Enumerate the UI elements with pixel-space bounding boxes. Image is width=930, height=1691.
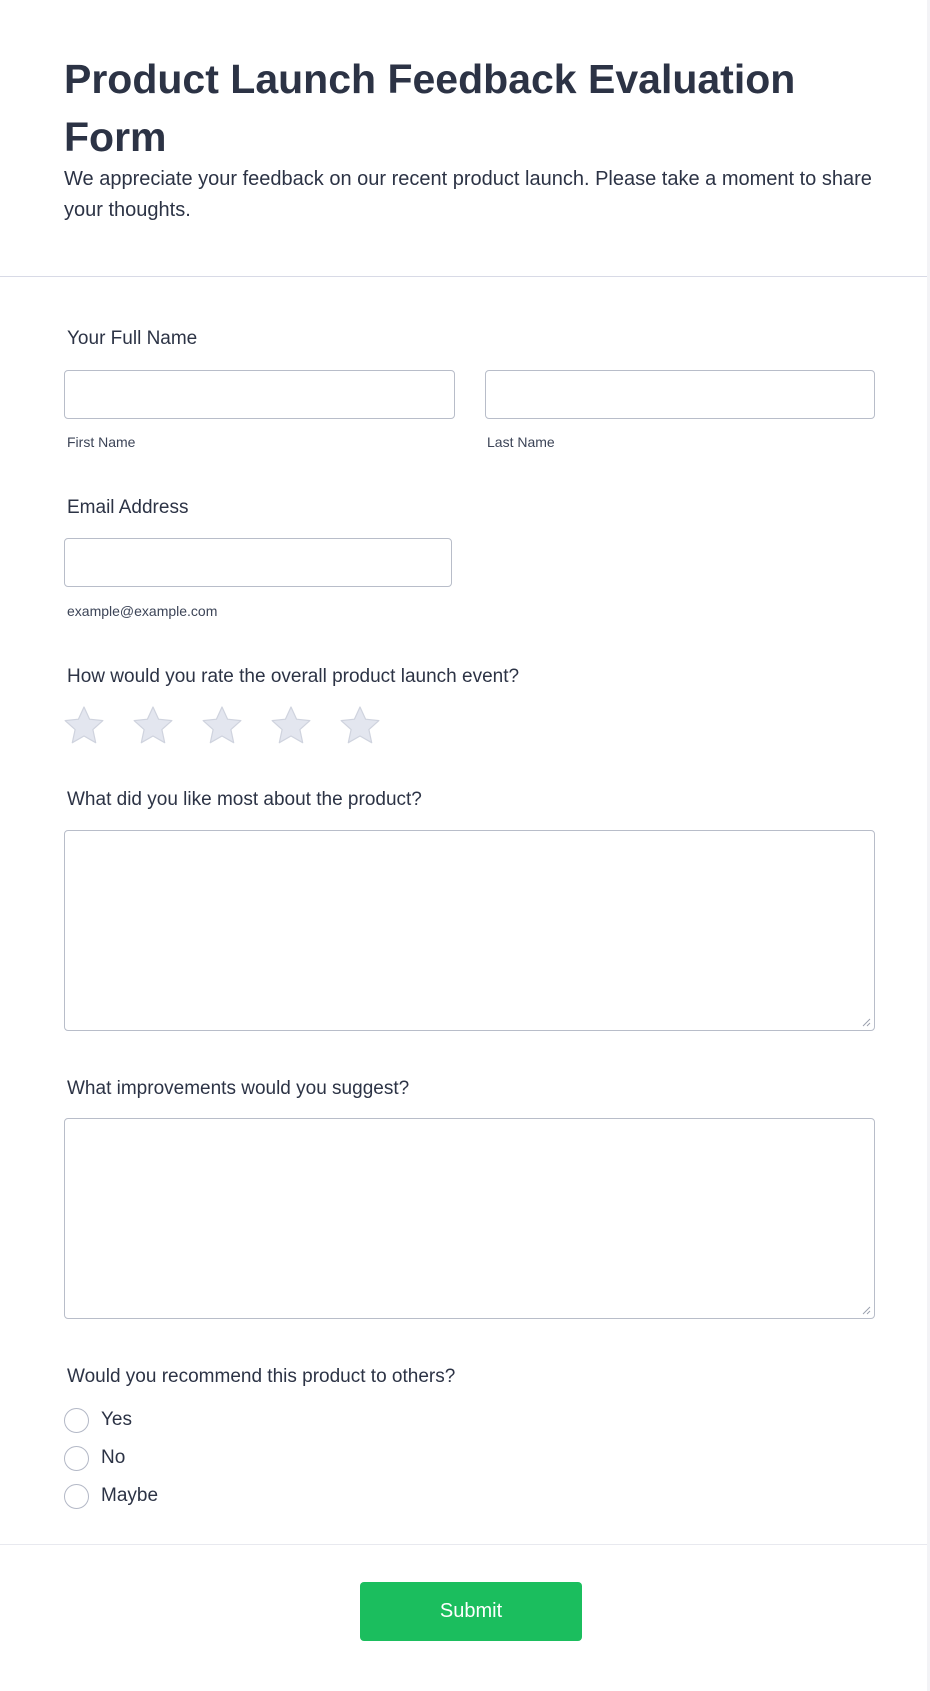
form-header <box>0 0 927 277</box>
footer-divider <box>0 1544 927 1545</box>
last-name-input[interactable] <box>485 370 875 419</box>
radio-label: Maybe <box>101 1485 159 1506</box>
radio-option-no[interactable] <box>64 1445 125 1471</box>
radio-button[interactable] <box>64 1408 89 1433</box>
liked-most-label: What did you like most about the product? <box>67 789 422 810</box>
first-name-sublabel: First Name <box>67 434 136 450</box>
email-label: Email Address <box>67 497 189 518</box>
email-input[interactable] <box>64 538 452 587</box>
radio-option-yes[interactable] <box>64 1407 132 1433</box>
radio-option-maybe[interactable] <box>64 1483 158 1509</box>
radio-label: No <box>101 1447 126 1468</box>
first-name-input[interactable] <box>64 370 455 419</box>
resize-handle-icon[interactable] <box>862 1018 871 1027</box>
star-icon-1[interactable] <box>64 706 104 744</box>
resize-handle-icon[interactable] <box>862 1306 871 1315</box>
full-name-label: Your Full Name <box>67 328 198 349</box>
radio-button[interactable] <box>64 1446 89 1471</box>
improvements-label: What improvements would you suggest? <box>67 1078 410 1099</box>
submit-button[interactable]: Submit <box>360 1582 582 1641</box>
rating-label: How would you rate the overall product launch event? <box>67 666 520 687</box>
star-icon-5[interactable] <box>340 706 380 744</box>
star-rating <box>64 706 409 746</box>
star-icon-2[interactable] <box>133 706 173 744</box>
recommend-label: Would you recommend this product to others? <box>67 1366 456 1387</box>
radio-label: Yes <box>101 1409 132 1430</box>
star-icon-3[interactable] <box>202 706 242 744</box>
radio-button[interactable] <box>64 1484 89 1509</box>
improvements-textarea[interactable] <box>64 1118 875 1319</box>
email-sublabel: example@example.com <box>67 603 218 619</box>
star-icon-4[interactable] <box>271 706 311 744</box>
last-name-sublabel: Last Name <box>487 434 555 450</box>
form-title: Product Launch Feedback Evaluation Form <box>64 56 796 160</box>
form-description: We appreciate your feedback on our recent product launch. Please take a moment to share your thoughts. <box>64 168 872 221</box>
liked-most-textarea[interactable] <box>64 830 875 1031</box>
